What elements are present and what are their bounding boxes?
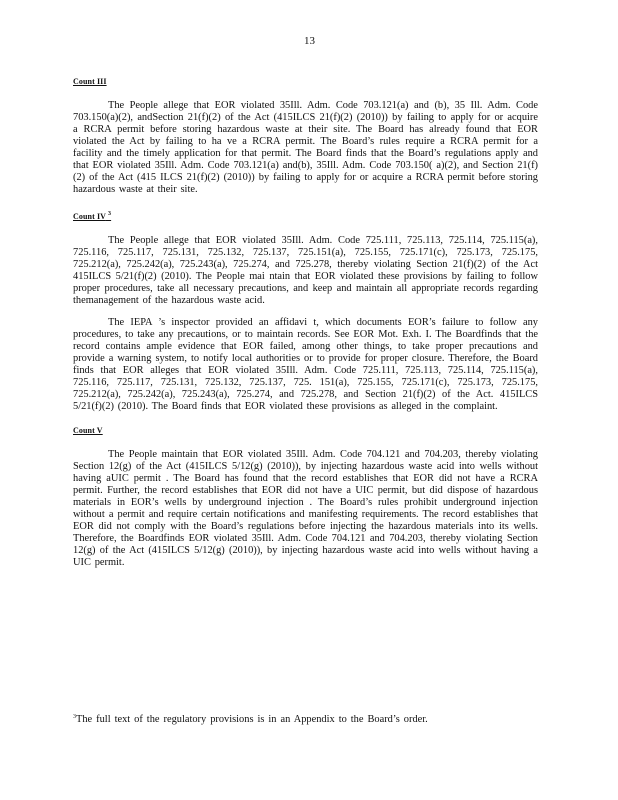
footnote-reference: 3 <box>108 211 112 217</box>
count-three-section <box>73 76 538 196</box>
count-five-paragraph: The People maintain that EOR violated 35Ill. Adm. Code 704.121 and 704.203, thereby violating Section 12(g) of the Act (415ILCS 5/12(g) (2010)), by injecting hazardous waste acid into wells without having aUIC permit . The Board has found that the record establishes that EOR did not have a RCRA permit. Further, the record establishes that EOR did not have a UIC permit, but did dispose of hazardous materials in EOR’s wells by underground injection . The Board’s rules prohibit underground injection without a permit and require certain notifications and manifesting requirements. The record establishes that EOR did not comply with the Board’s regulations before injecting the hazardous materials into its wells. Therefore, the Boardfinds EOR violated 35Ill. Adm. Code 704.121 and 704.203, thereby violating Section 12(g) of the Act (415ILCS 5/12(g) (2010)), by injecting hazardous waste acid into wells without having a UIC permit. <box>73 449 538 568</box>
footnote-text: The full text of the regulatory provisions is in an Appendix to the Board’s order. <box>76 714 428 725</box>
footnote <box>73 711 539 726</box>
count-five-section <box>73 425 538 569</box>
count-four-paragraph-1: The People allege that EOR violated 35Ill. Adm. Code 725.111, 725.113, 725.114, 725.115(a), 725.116, 725.117, 725.131, 725.132, 725.137, 725.151(a), 725.155, 725.171(c), 725.173, 725.175, 725.212(a), 725.242(a), 725.243(a), 725.274, and 725.278, thereby violating Section 21(f)(2) of the Act 415ILCS 5/21(f)(2) (2010). The People mai ntain that EOR violated these provisions by failing to follow proper procedures, take all necessary precautions, and keep and maintain all appropriate records regarding themanagement of the hazardous waste acid. <box>73 235 538 306</box>
count-four-paragraph-2: The IEPA ’s inspector provided an affidavi t, which documents EOR’s failure to follow any procedures, to take any precautions, or to maintain records. See EOR Mot. Exh. I. The Boardfinds that the record contains ample evidence that EOR failed, among other things, to take proper precautions and provide a warning system, to notify local authorities or to provide for proper closure. Therefore, the Board finds that EOR alleges that EOR violated 35Ill. Adm. Code 725.111, 725.113, 725.114, 725.115(a), 725.116, 725.117, 725.131, 725.132, 725.137, 725. 151(a), 725.155, 725.171(c), 725.173, 725.175, 725.212(a), 725.242(a), 725.243(a), 725.274, and 725.278, and Section 21(f)(2) of the Act. 415ILCS 5/21(f)(2) (2010). The Board finds that EOR violated these provisions as alleged in the complaint. <box>73 317 538 412</box>
count-three-heading: Count III <box>73 77 107 86</box>
count-four-heading: Count IV $^3$ <box>73 211 112 221</box>
count-three-paragraph: The People allege that EOR violated 35Ill. Adm. Code 703.121(a) and (b), 35 Ill. Adm. Code 703.150(a)(2), andSection 21(f)(2) of the Act (415ILCS 21(f)(2) (2010)) by failing to apply for or acquire a RCRA permit before storing hazardous waste at their site. The Board has already found that EOR violated the Act by failing to ha ve a RCRA permit. The Board’s rules require a RCRA permit for a facility and the timely application for that permit. The Board finds that the Board’s regulations apply and that EOR violated 35Ill. Adm. Code 703.121(a) and(b), 35Ill. Adm. Code 703.150( a)(2), and Section 21(f)(2) of the Act (415 ILCS 21(f)(2) (2010)) by failing to apply for or acquire a RCRA permit before storing hazardous waste at their site. <box>73 100 538 195</box>
count-four-section <box>73 208 538 413</box>
count-five-heading: Count V <box>73 426 103 435</box>
footnote-marker: 3 <box>73 714 76 720</box>
page-number: 13 <box>304 35 315 47</box>
